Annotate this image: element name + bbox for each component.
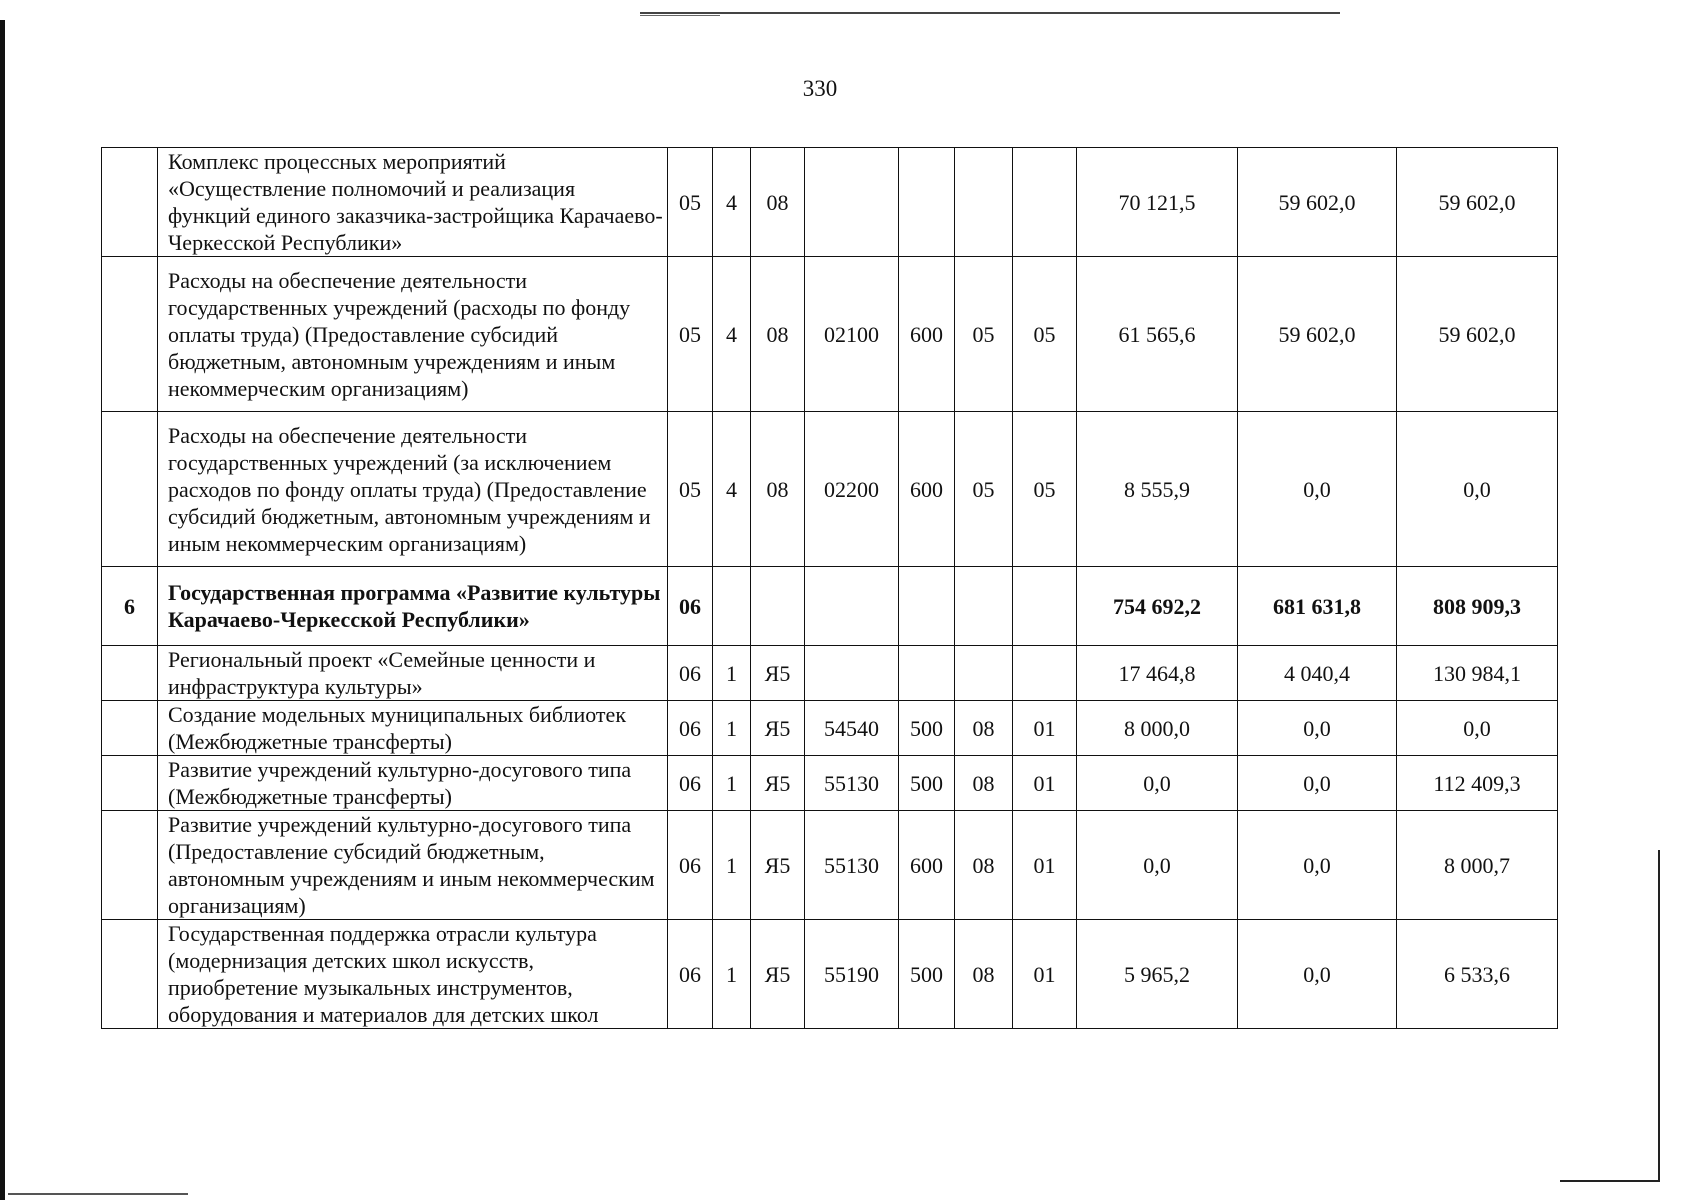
amount-year-1: 8 000,0: [1077, 701, 1238, 756]
row-number: [102, 646, 158, 701]
scan-top-rule: [640, 12, 1340, 14]
code-event: Я5: [751, 756, 805, 811]
code-subsection: [1013, 148, 1077, 257]
code-subprogram: 1: [713, 756, 751, 811]
amount-year-2: 0,0: [1238, 412, 1397, 567]
code-direction: [805, 148, 899, 257]
code-expense-type: 600: [899, 412, 955, 567]
scan-bottom-left-rule: [8, 1193, 188, 1195]
scan-left-edge: [0, 20, 5, 1200]
code-subprogram: [713, 567, 751, 646]
code-direction: 55190: [805, 920, 899, 1029]
amount-year-3: 0,0: [1397, 412, 1558, 567]
scan-top-rule-fragment: [640, 15, 720, 16]
row-number: [102, 811, 158, 920]
code-subsection: [1013, 567, 1077, 646]
code-section: 08: [955, 920, 1013, 1029]
code-subprogram: 4: [713, 412, 751, 567]
table-row: [102, 412, 1558, 567]
amount-year-3: 130 984,1: [1397, 646, 1558, 701]
code-subprogram: 1: [713, 920, 751, 1029]
page-number: 330: [802, 76, 838, 101]
code-direction: 55130: [805, 811, 899, 920]
code-program: 06: [668, 567, 713, 646]
row-number: 6: [102, 567, 158, 646]
code-event: Я5: [751, 701, 805, 756]
amount-year-1: 754 692,2: [1077, 567, 1238, 646]
amount-year-1: 70 121,5: [1077, 148, 1238, 257]
code-expense-type: [899, 567, 955, 646]
code-event: 08: [751, 412, 805, 567]
code-direction: [805, 567, 899, 646]
code-subsection: 01: [1013, 811, 1077, 920]
amount-year-2: 0,0: [1238, 811, 1397, 920]
row-number: [102, 920, 158, 1029]
row-name: Государственная программа «Развитие культуры Карачаево-Черкесской Республики»: [158, 567, 668, 646]
code-event: [751, 567, 805, 646]
row-name: Развитие учреждений культурно-досугового типа (Предоставление субсидий бюджетным, автономным учреждениям и иным некоммерческим организациям): [158, 811, 668, 920]
amount-year-1: 17 464,8: [1077, 646, 1238, 701]
code-direction: [805, 646, 899, 701]
budget-table: [101, 147, 1558, 1029]
scan-right-rule: [1658, 850, 1660, 1180]
table-row: [102, 756, 1558, 811]
code-subprogram: 4: [713, 257, 751, 412]
code-direction: 02200: [805, 412, 899, 567]
code-program: 05: [668, 257, 713, 412]
row-name: Развитие учреждений культурно-досугового типа (Межбюджетные трансферты): [158, 756, 668, 811]
amount-year-3: 112 409,3: [1397, 756, 1558, 811]
code-expense-type: [899, 148, 955, 257]
code-program: 06: [668, 646, 713, 701]
table-row: [102, 257, 1558, 412]
table-row: [102, 920, 1558, 1029]
amount-year-3: 8 000,7: [1397, 811, 1558, 920]
amount-year-2: 59 602,0: [1238, 148, 1397, 257]
code-program: 06: [668, 811, 713, 920]
code-section: [955, 567, 1013, 646]
code-section: 08: [955, 701, 1013, 756]
code-direction: 54540: [805, 701, 899, 756]
code-subprogram: 1: [713, 646, 751, 701]
code-event: 08: [751, 257, 805, 412]
amount-year-3: 0,0: [1397, 701, 1558, 756]
amount-year-2: 59 602,0: [1238, 257, 1397, 412]
table-row: [102, 811, 1558, 920]
code-event: 08: [751, 148, 805, 257]
table-row: [102, 701, 1558, 756]
row-name: Расходы на обеспечение деятельности государственных учреждений (расходы по фонду оплаты труда) (Предоставление субсидий бюджетным, автономным учреждениям и иным некоммерческим организациям): [158, 257, 668, 412]
row-number: [102, 701, 158, 756]
amount-year-2: 0,0: [1238, 756, 1397, 811]
code-program: 06: [668, 756, 713, 811]
amount-year-2: 0,0: [1238, 701, 1397, 756]
code-subsection: 01: [1013, 920, 1077, 1029]
code-expense-type: 500: [899, 701, 955, 756]
row-number: [102, 148, 158, 257]
amount-year-1: 5 965,2: [1077, 920, 1238, 1029]
code-program: 05: [668, 148, 713, 257]
code-program: 06: [668, 920, 713, 1029]
code-section: 05: [955, 257, 1013, 412]
amount-year-3: 59 602,0: [1397, 257, 1558, 412]
amount-year-1: 8 555,9: [1077, 412, 1238, 567]
row-name: Комплекс процессных мероприятий «Осуществление полномочий и реализация функций единого заказчика-застройщика Карачаево-Черкесской Республики»: [158, 148, 668, 257]
code-expense-type: 500: [899, 920, 955, 1029]
row-name: Создание модельных муниципальных библиотек (Межбюджетные трансферты): [158, 701, 668, 756]
amount-year-3: 6 533,6: [1397, 920, 1558, 1029]
code-program: 05: [668, 412, 713, 567]
table-row: [102, 646, 1558, 701]
code-section: 08: [955, 811, 1013, 920]
code-subprogram: 4: [713, 148, 751, 257]
amount-year-3: 59 602,0: [1397, 148, 1558, 257]
row-number: [102, 756, 158, 811]
amount-year-1: 0,0: [1077, 811, 1238, 920]
code-program: 06: [668, 701, 713, 756]
amount-year-2: 0,0: [1238, 920, 1397, 1029]
code-event: Я5: [751, 646, 805, 701]
row-name: Расходы на обеспечение деятельности государственных учреждений (за исключением расходов по фонду оплаты труда) (Предоставление субсидий бюджетным, автономным учреждениям и иным некоммерческим организациям): [158, 412, 668, 567]
amount-year-2: 681 631,8: [1238, 567, 1397, 646]
code-event: Я5: [751, 920, 805, 1029]
amount-year-1: 61 565,6: [1077, 257, 1238, 412]
code-subsection: 05: [1013, 412, 1077, 567]
code-subsection: 05: [1013, 257, 1077, 412]
code-direction: 55130: [805, 756, 899, 811]
row-name: Региональный проект «Семейные ценности и инфраструктура культуры»: [158, 646, 668, 701]
code-expense-type: 600: [899, 257, 955, 412]
code-subprogram: 1: [713, 811, 751, 920]
code-section: [955, 646, 1013, 701]
code-subsection: 01: [1013, 756, 1077, 811]
code-event: Я5: [751, 811, 805, 920]
amount-year-3: 808 909,3: [1397, 567, 1558, 646]
code-expense-type: 500: [899, 756, 955, 811]
code-section: [955, 148, 1013, 257]
code-subsection: [1013, 646, 1077, 701]
table-row: [102, 567, 1558, 646]
code-direction: 02100: [805, 257, 899, 412]
row-name: Государственная поддержка отрасли культура (модернизация детских школ искусств, приобретение музыкальных инструментов, оборудования и материалов для детских школ: [158, 920, 668, 1029]
row-number: [102, 257, 158, 412]
amount-year-1: 0,0: [1077, 756, 1238, 811]
code-subsection: 01: [1013, 701, 1077, 756]
row-number: [102, 412, 158, 567]
scan-bottom-right-rule: [1560, 1180, 1660, 1182]
table-row: [102, 148, 1558, 257]
amount-year-2: 4 040,4: [1238, 646, 1397, 701]
code-expense-type: 600: [899, 811, 955, 920]
code-subprogram: 1: [713, 701, 751, 756]
code-expense-type: [899, 646, 955, 701]
code-section: 08: [955, 756, 1013, 811]
code-section: 05: [955, 412, 1013, 567]
